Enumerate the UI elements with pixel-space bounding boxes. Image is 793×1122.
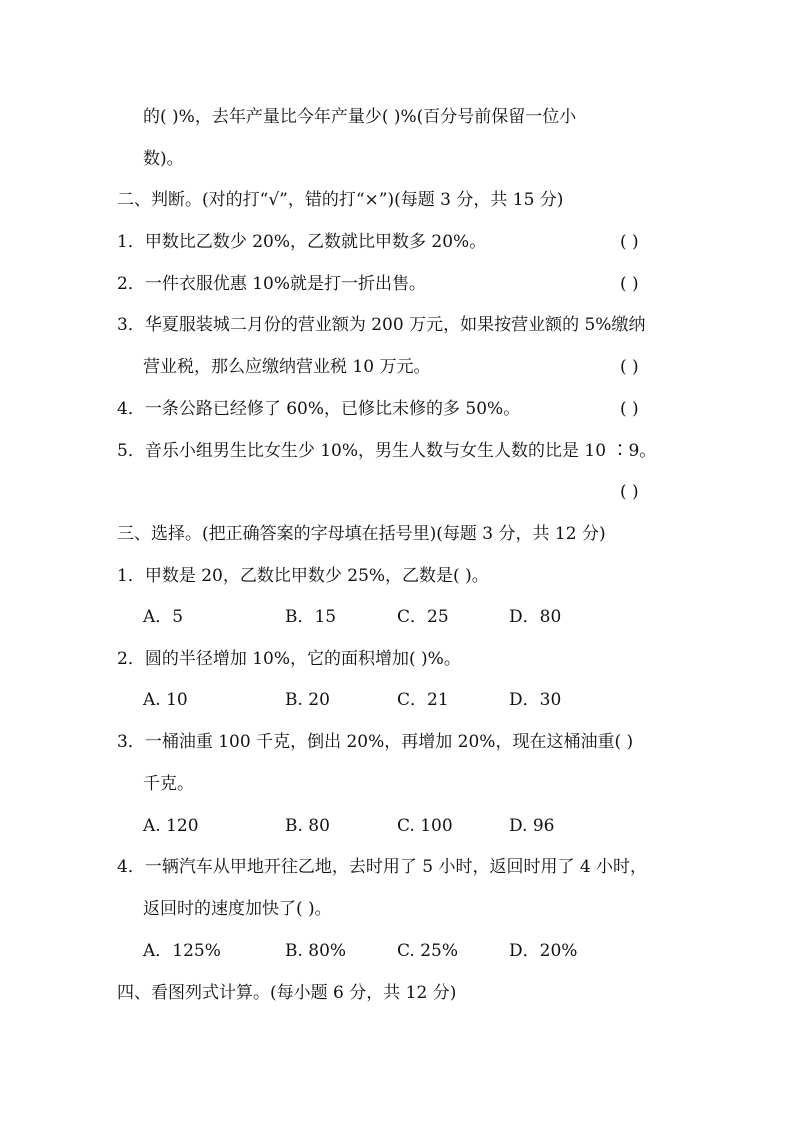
judge-answer-blank-3[interactable]: ( ) xyxy=(620,357,639,377)
intro-line-1: 的( )%，去年产量比今年产量少( )%(百分号前保留一位小 xyxy=(143,107,577,127)
choice-q3-option-d[interactable]: D. 96 xyxy=(509,816,555,836)
choice-q1: 1．甲数是 20，乙数比甲数少 25%，乙数是( )。 xyxy=(117,566,489,586)
choice-q3-option-a[interactable]: A. 120 xyxy=(143,816,199,836)
intro-line-2: 数)。 xyxy=(143,149,184,169)
choice-q3-option-c[interactable]: C. 100 xyxy=(397,816,453,836)
choice-q2-option-d[interactable]: D．30 xyxy=(509,690,562,710)
choice-q3: 3．一桶油重 100 千克，倒出 20%，再增加 20%，现在这桶油重( ) xyxy=(117,732,634,752)
choice-q4-option-c[interactable]: C. 25% xyxy=(397,941,458,961)
judge-answer-blank-1[interactable]: ( ) xyxy=(620,232,639,252)
choice-q1-option-c[interactable]: C．25 xyxy=(397,607,449,627)
choice-q2: 2．圆的半径增加 10%，它的面积增加( )%。 xyxy=(117,649,461,669)
choice-q4-option-d[interactable]: D．20% xyxy=(509,941,578,961)
judge-item-5: 5．音乐小组男生比女生少 10%，男生人数与女生人数的比是 10 ∶9。 xyxy=(117,441,657,461)
choice-q3-cont: 千克。 xyxy=(143,774,194,794)
section2-heading: 二、判断。(对的打“√”，错的打“×”)(每题 3 分，共 15 分) xyxy=(117,190,564,210)
judge-item-2: 2．一件衣服优惠 10%就是打一折出售。 xyxy=(117,274,427,294)
choice-q4-cont: 返回时的速度加快了( )。 xyxy=(143,899,332,919)
judge-item-3: 3．华夏服装城二月份的营业额为 200 万元，如果按营业额的 5%缴纳 xyxy=(117,315,646,335)
judge-item-1: 1．甲数比乙数少 20%，乙数就比甲数多 20%。 xyxy=(117,232,487,252)
section3-heading: 三、选择。(把正确答案的字母填在括号里)(每题 3 分，共 12 分) xyxy=(117,524,606,544)
judge-item-4: 4．一条公路已经修了 60%，已修比未修的多 50%。 xyxy=(117,399,521,419)
choice-q2-option-a[interactable]: A. 10 xyxy=(143,690,188,710)
judge-item-3-cont: 营业税，那么应缴纳营业税 10 万元。 xyxy=(143,357,431,377)
choice-q1-option-d[interactable]: D．80 xyxy=(509,607,562,627)
choice-q4-option-b[interactable]: B. 80% xyxy=(285,941,347,961)
section4-heading: 四、看图列式计算。(每小题 6 分，共 12 分) xyxy=(117,983,457,1003)
judge-answer-blank-5[interactable]: ( ) xyxy=(620,482,639,502)
choice-q1-option-a[interactable]: A．5 xyxy=(143,607,184,627)
choice-q2-option-b[interactable]: B. 20 xyxy=(285,690,330,710)
judge-answer-blank-2[interactable]: ( ) xyxy=(620,274,639,294)
choice-q4: 4．一辆汽车从甲地开往乙地，去时用了 5 小时，返回时用了 4 小时， xyxy=(117,857,648,877)
choice-q1-option-b[interactable]: B．15 xyxy=(285,607,337,627)
judge-answer-blank-4[interactable]: ( ) xyxy=(620,399,639,419)
choice-q3-option-b[interactable]: B. 80 xyxy=(285,816,330,836)
choice-q4-option-a[interactable]: A．125% xyxy=(143,941,221,961)
choice-q2-option-c[interactable]: C．21 xyxy=(397,690,449,710)
